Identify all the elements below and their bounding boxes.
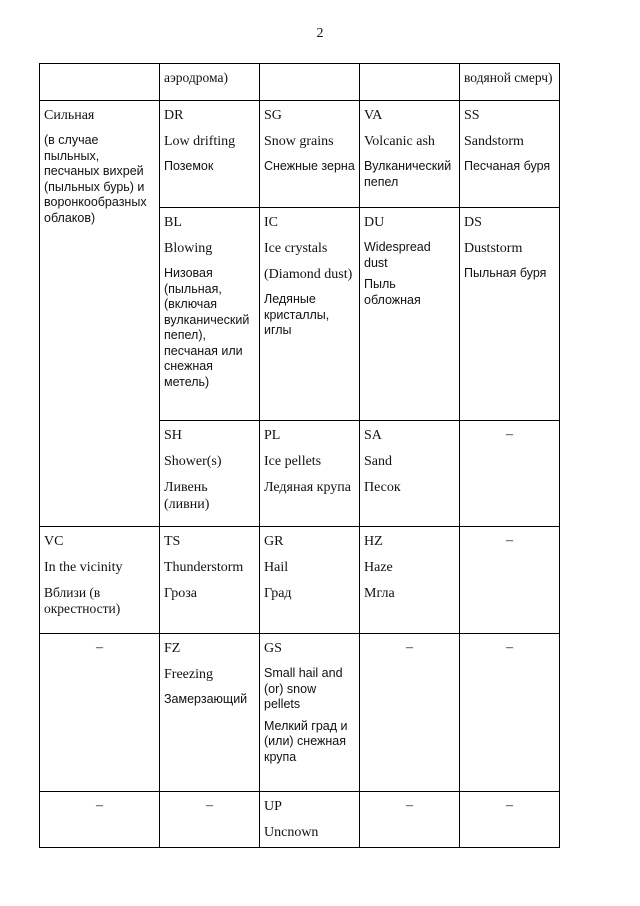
english-label: Shower(s) [164, 454, 222, 469]
code-label: PL [264, 428, 281, 443]
english-label: Small hail and (or) snow pellets [264, 666, 343, 711]
table-cell [160, 64, 260, 101]
cell-text: аэродрома) [164, 70, 228, 85]
english-label: Ice pellets [264, 454, 322, 469]
english-label: Haze [364, 560, 393, 575]
code-label: DS [464, 215, 482, 230]
code-label: DR [164, 108, 184, 123]
russian-label: Низовая (пыльная, (включая вулканический пепел), песчаная или снежная метель) [164, 266, 250, 389]
russian-label: Ледяные кристаллы, иглы [264, 292, 330, 337]
code-label: VC [44, 534, 64, 549]
table-cell [160, 634, 260, 792]
code-label: SA [364, 428, 382, 443]
russian-label: Снежные зерна [264, 159, 355, 173]
english-label: Thunderstorm [164, 560, 244, 575]
table-cell [160, 527, 260, 634]
code-label: BL [164, 215, 182, 230]
table-row [40, 792, 560, 848]
intensity-cell [40, 101, 160, 527]
russian-label: Песок [364, 480, 401, 495]
table-cell [40, 634, 160, 792]
english-label: Duststorm [464, 241, 523, 256]
code-label: TS [164, 534, 181, 549]
russian-label: Замерзающий [164, 692, 248, 706]
russian-label: Ледяная крупа [264, 480, 351, 495]
table-cell [40, 64, 160, 101]
table-cell [460, 208, 560, 421]
table-cell [160, 208, 260, 421]
empty-dash: – [96, 640, 103, 655]
russian-label: Вблизи (в окрестности) [44, 585, 121, 616]
code-label: SS [464, 108, 480, 123]
english-label: Sandstorm [464, 134, 524, 149]
table-cell [360, 421, 460, 527]
table-row [40, 527, 560, 634]
russian-label: Песчаная буря [464, 159, 551, 173]
table-cell [360, 208, 460, 421]
english-label: Volcanic ash [364, 134, 435, 149]
empty-dash: – [406, 798, 413, 813]
russian-label: Град [264, 586, 292, 601]
table-cell [260, 101, 360, 208]
code-label: FZ [164, 641, 181, 656]
empty-dash: – [506, 640, 513, 655]
cell-text: водяной смерч) [464, 70, 553, 85]
code-label: HZ [364, 534, 383, 549]
code-label: UP [264, 799, 282, 814]
code-label: SG [264, 108, 282, 123]
table-cell [460, 421, 560, 527]
code-label: GS [264, 641, 282, 656]
english-label: Low drifting [164, 134, 236, 149]
english-label: In the vicinity [44, 560, 123, 575]
table-cell [460, 792, 560, 848]
table-cell [260, 208, 360, 421]
empty-dash: – [406, 640, 413, 655]
empty-dash: – [506, 798, 513, 813]
table-cell [460, 527, 560, 634]
english-label: Widespread dust [364, 240, 431, 270]
english-label: Snow grains [264, 134, 334, 149]
table-cell [360, 101, 460, 208]
table-cell [360, 634, 460, 792]
empty-dash: – [506, 533, 513, 548]
intensity-note: (в случае пыльных, песчаных вихрей (пыльных бурь) и воронкообразных облаков) [44, 133, 147, 225]
table-row [40, 64, 560, 101]
table-cell [260, 64, 360, 101]
table-cell [460, 64, 560, 101]
table-cell [360, 64, 460, 101]
russian-label: Гроза [164, 586, 197, 601]
english-label: Hail [264, 560, 289, 575]
english-label: Blowing [164, 241, 213, 256]
russian-label: Мелкий град и (или) снежная крупа [264, 718, 348, 764]
page-number: 2 [316, 26, 324, 41]
english-label: Ice crystals [264, 241, 328, 256]
code-label: GR [264, 534, 284, 549]
empty-dash: – [206, 798, 213, 813]
code-label: VA [364, 108, 383, 123]
table-row [40, 634, 560, 792]
empty-dash: – [96, 798, 103, 813]
russian-label: Пыль обложная [364, 277, 421, 307]
english-label: Uncnown [264, 825, 319, 840]
table-cell [160, 421, 260, 527]
table-cell [160, 792, 260, 848]
russian-label: Мгла [364, 586, 395, 601]
code-label: SH [164, 428, 182, 443]
table-cell [460, 634, 560, 792]
empty-dash: – [506, 427, 513, 442]
english-label: Sand [364, 454, 392, 469]
weather-codes-table [39, 63, 560, 848]
code-label: IC [264, 215, 278, 230]
table-cell [460, 101, 560, 208]
table-cell [260, 634, 360, 792]
table-row [40, 101, 560, 208]
russian-label: Поземок [164, 159, 214, 173]
table-cell [160, 101, 260, 208]
russian-label: Ливень (ливни) [164, 480, 210, 512]
english-label: Freezing [164, 667, 213, 682]
code-label: DU [364, 215, 385, 230]
table-cell [40, 792, 160, 848]
table-cell [360, 527, 460, 634]
table-cell [260, 527, 360, 634]
table-cell [260, 792, 360, 848]
english-label-alt: (Diamond dust) [264, 267, 353, 282]
russian-label: Пыльная буря [464, 266, 547, 280]
table-cell [40, 527, 160, 634]
russian-label: Вулканический пепел [364, 159, 452, 189]
table-cell [360, 792, 460, 848]
table-cell [260, 421, 360, 527]
intensity-title: Сильная [44, 108, 95, 123]
